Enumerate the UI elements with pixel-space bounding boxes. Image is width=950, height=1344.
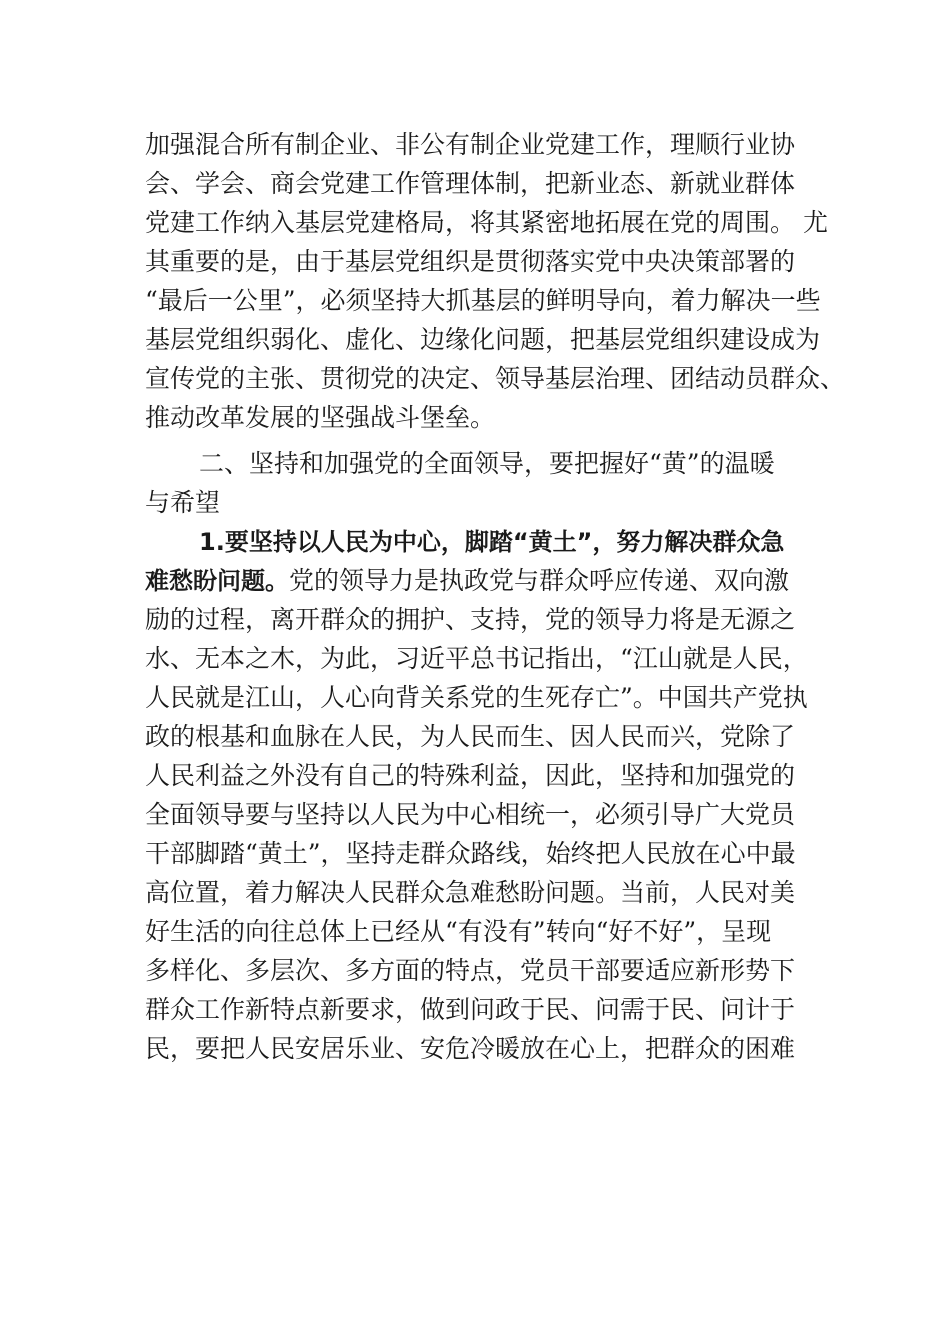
text-line: 基层党组织弱化、虚化、边缘化问题，把基层党组织建设成为 <box>145 325 821 354</box>
text-line: 会、学会、商会党建工作管理体制，把新业态、新就业群体 <box>145 169 796 198</box>
bold-subheading-continued: 难愁盼问题。 <box>145 567 289 595</box>
text-line: 好生活的向往总体上已经从“有没有”转向“好不好”，呈现 <box>145 917 772 946</box>
heading-line: 二、坚持和加强党的全面领导，要把握好“黄”的温暖 <box>199 449 775 478</box>
text-line: 高位置，着力解决人民群众急难愁盼问题。当前，人民对美 <box>145 878 796 907</box>
text-line <box>145 561 813 600</box>
bold-subheading: 1.要坚持以人民为中心，脚踏“黄土”，努力解决群众急 <box>199 528 785 556</box>
text-line: 干部脚踏“黄土”，坚持走群众路线，始终把人民放在心中最 <box>145 839 796 868</box>
text-line: 水、无本之木，为此，习近平总书记指出，“江山就是人民， <box>145 644 808 673</box>
paragraph-people-centered <box>145 522 813 1068</box>
text-line: 多样化、多层次、多方面的特点，党员干部要适应新形势下 <box>145 956 796 985</box>
text-line: 人民利益之外没有自己的特殊利益，因此，坚持和加强党的 <box>145 761 796 790</box>
paragraph-party-building <box>145 125 846 437</box>
text-line: 励的过程，离开群众的拥护、支持，党的领导力将是无源之 <box>145 605 796 634</box>
text-line: 政的根基和血脉在人民，为人民而生、因人民而兴，党除了 <box>145 722 796 751</box>
section-heading-2 <box>145 444 813 522</box>
text-line: 宣传党的主张、贯彻党的决定、领导基层治理、团结动员群众、 <box>145 364 846 393</box>
text-line: 其重要的是，由于基层党组织是贯彻落实党中央决策部署的 <box>145 247 796 276</box>
text-line: 民，要把人民安居乐业、安危冷暖放在心上，把群众的困难 <box>145 1034 796 1063</box>
text-line: 推动改革发展的坚强战斗堡垒。 <box>145 403 496 432</box>
text-line <box>145 522 813 561</box>
text-line: 党建工作纳入基层党建格局，将其紧密地拓展在党的周围。 尤 <box>145 208 828 237</box>
body-text: 党的领导力是执政党与群众呼应传递、双向激 <box>289 566 790 595</box>
text-line: 加强混合所有制企业、非公有制企业党建工作，理顺行业协 <box>145 130 796 159</box>
text-line: “最后一公里”，必须坚持大抓基层的鲜明导向，着力解决一些 <box>145 286 821 315</box>
text-line: 人民就是江山，人心向背关系党的生死存亡”。中国共产党执 <box>145 683 808 712</box>
text-line: 群众工作新特点新要求，做到问政于民、问需于民、问计于 <box>145 995 796 1024</box>
heading-line: 与希望 <box>145 488 221 517</box>
text-line: 全面领导要与坚持以人民为中心相统一，必须引导广大党员 <box>145 800 796 829</box>
